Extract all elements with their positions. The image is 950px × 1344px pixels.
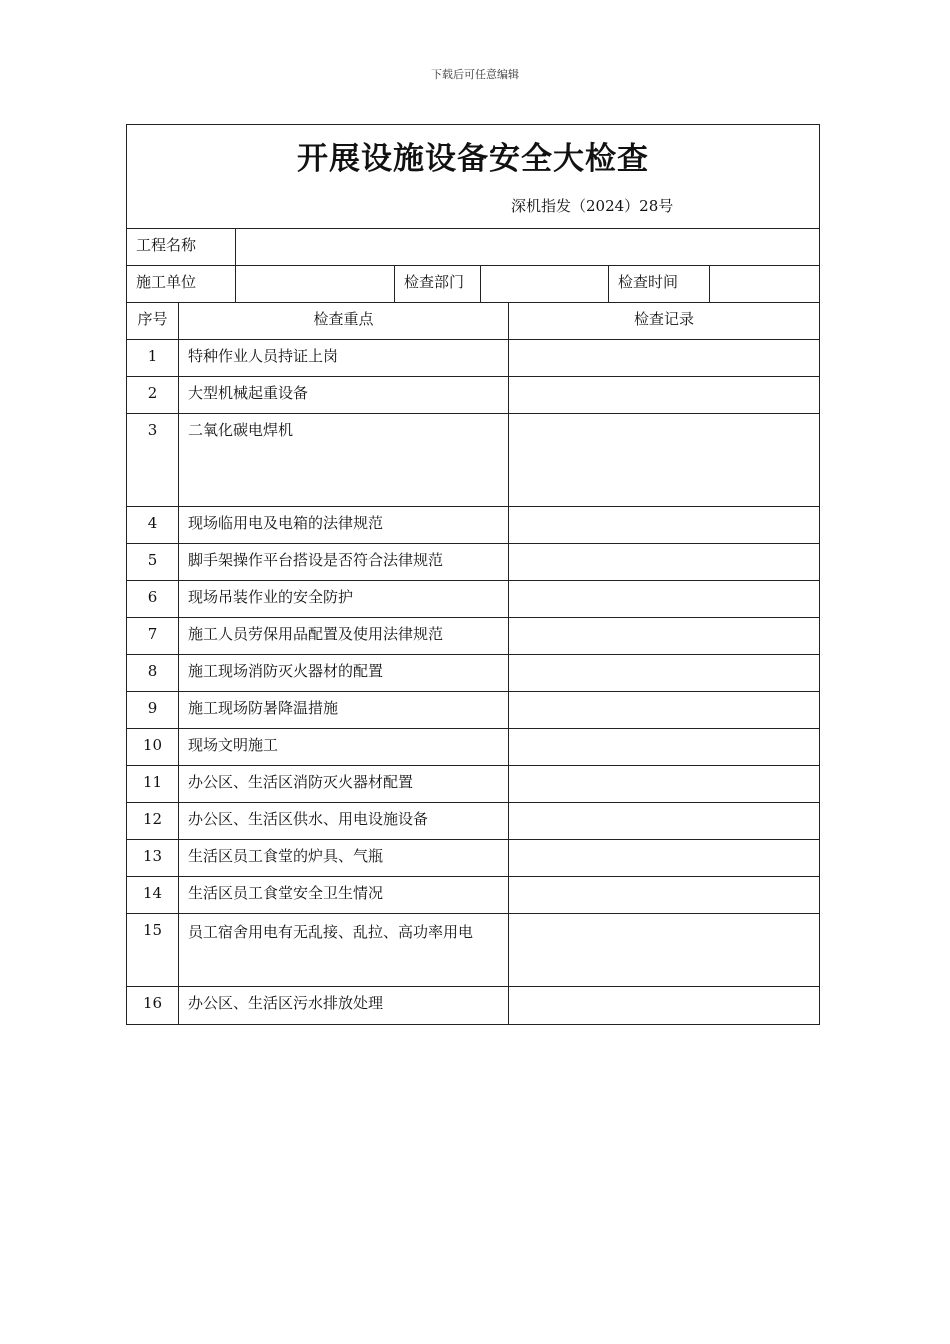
header-point: 检查重点: [179, 303, 509, 339]
table-row: [127, 987, 819, 1024]
row-record-field[interactable]: [509, 655, 819, 691]
row-record-field[interactable]: [509, 340, 819, 376]
construction-unit-label: 施工单位: [127, 266, 236, 302]
row-record-field[interactable]: [509, 544, 819, 580]
table-row: [127, 840, 819, 877]
inspection-form: [126, 124, 820, 1025]
table-row: [127, 507, 819, 544]
row-point: 施工现场防暑降温措施: [179, 692, 509, 728]
row-point: 生活区员工食堂的炉具、气瓶: [179, 840, 509, 876]
row-seq: 2: [127, 377, 179, 413]
table-row: [127, 655, 819, 692]
row-point: 办公区、生活区供水、用电设施设备: [179, 803, 509, 839]
row-record-field[interactable]: [509, 692, 819, 728]
page-header: 下载后可任意编辑: [431, 68, 519, 81]
row-seq: 10: [127, 729, 179, 765]
row-seq: 1: [127, 340, 179, 376]
unit-row: [127, 266, 819, 303]
table-header-row: [127, 303, 819, 340]
form-title: 开展设施设备安全大检查: [297, 141, 649, 177]
row-record-field[interactable]: [509, 877, 819, 913]
row-point: 施工现场消防灭火器材的配置: [179, 655, 509, 691]
row-point-text: 员工宿舍用电有无乱接、乱拉、高功率用电: [188, 923, 474, 941]
row-record-field[interactable]: [509, 914, 819, 986]
row-record-field[interactable]: [509, 618, 819, 654]
project-name-field[interactable]: [236, 229, 819, 265]
table-row: [127, 877, 819, 914]
row-point: 施工人员劳保用品配置及使用法律规范: [179, 618, 509, 654]
header-record: 检查记录: [633, 310, 694, 328]
row-record-field[interactable]: [509, 414, 819, 506]
row-point: 办公区、生活区污水排放处理: [179, 987, 509, 1024]
table-row: [127, 340, 819, 377]
row-point: 脚手架操作平台搭设是否符合法律规范: [179, 544, 509, 580]
table-row: [127, 618, 819, 655]
row-seq: 6: [127, 581, 179, 617]
row-seq: 4: [127, 507, 179, 543]
table-row: [127, 414, 819, 507]
table-row: [127, 544, 819, 581]
row-seq: 13: [127, 840, 179, 876]
row-point: 现场吊装作业的安全防护: [179, 581, 509, 617]
row-point: 生活区员工食堂安全卫生情况: [179, 877, 509, 913]
row-seq: 11: [127, 766, 179, 802]
row-seq: 15: [127, 914, 179, 986]
project-name-label: 工程名称: [127, 229, 236, 265]
table-row: [127, 766, 819, 803]
row-point: 大型机械起重设备: [179, 377, 509, 413]
row-point: 特种作业人员持证上岗: [179, 340, 509, 376]
row-seq: 3: [127, 414, 179, 506]
row-record-field[interactable]: [509, 377, 819, 413]
row-point: [179, 914, 509, 986]
row-record-field[interactable]: [509, 729, 819, 765]
inspection-time-field[interactable]: [710, 266, 819, 302]
row-seq: 5: [127, 544, 179, 580]
document-number: 深机指发（2024）28号: [511, 197, 674, 215]
row-point: 现场文明施工: [179, 729, 509, 765]
row-point: 二氧化碳电焊机: [179, 414, 509, 506]
row-record-field[interactable]: [509, 987, 819, 1024]
row-seq: 8: [127, 655, 179, 691]
table-row: [127, 581, 819, 618]
row-seq: 12: [127, 803, 179, 839]
row-seq: 16: [127, 987, 179, 1024]
inspection-dept-label: 检查部门: [395, 266, 481, 302]
row-record-field[interactable]: [509, 803, 819, 839]
construction-unit-field[interactable]: [236, 266, 395, 302]
table-row: [127, 914, 819, 987]
row-seq: 9: [127, 692, 179, 728]
inspection-time-label: 检查时间: [609, 266, 710, 302]
row-record-field[interactable]: [509, 766, 819, 802]
table-row: [127, 803, 819, 840]
row-point: 现场临用电及电箱的法律规范: [179, 507, 509, 543]
row-record-field[interactable]: [509, 507, 819, 543]
row-point: 办公区、生活区消防灭火器材配置: [179, 766, 509, 802]
row-record-field[interactable]: [509, 581, 819, 617]
table-row: [127, 377, 819, 414]
row-record-field[interactable]: [509, 840, 819, 876]
header-seq: 序号: [127, 303, 179, 339]
row-seq: 7: [127, 618, 179, 654]
inspection-dept-field[interactable]: [481, 266, 609, 302]
table-row: [127, 729, 819, 766]
project-name-row: [127, 229, 819, 266]
table-row: [127, 692, 819, 729]
title-block: [127, 125, 819, 229]
row-seq: 14: [127, 877, 179, 913]
